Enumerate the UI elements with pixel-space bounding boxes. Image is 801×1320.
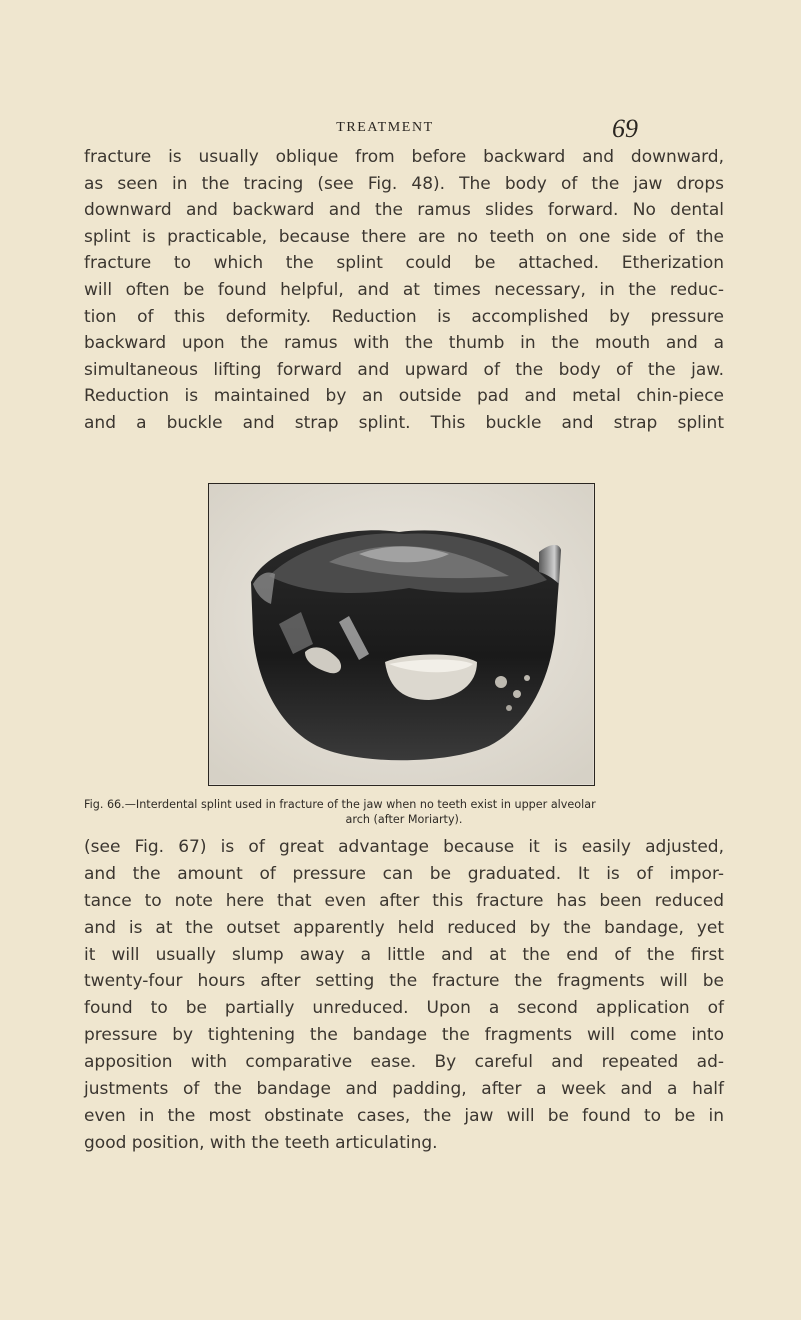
text-line: fracture to which the splint could be attached. Etherization xyxy=(84,253,724,274)
running-head: TREATMENT xyxy=(336,120,434,135)
text-line: twenty-four hours after setting the fracture the fragments will be xyxy=(84,971,724,992)
text-line: as seen in the tracing (see Fig. 48). The body of the jaw drops xyxy=(84,173,724,194)
text-line: and is at the outset apparently held reduced by the bandage, yet xyxy=(84,917,724,938)
text-line: will often be found helpful, and at times necessary, in the reduc- xyxy=(84,279,724,300)
text-line: tion of this deformity. Reduction is accomplished by pressure xyxy=(84,306,724,327)
text-line: tance to note here that even after this fracture has been reduced xyxy=(84,890,724,911)
text-line: backward upon the ramus with the thumb in the mouth and a xyxy=(84,333,724,354)
text-line: found to be partially unreduced. Upon a second application of xyxy=(84,998,724,1019)
paragraph-2 xyxy=(84,834,724,1157)
text-line: splint is practicable, because there are no teeth on one side of the xyxy=(84,226,724,247)
text-line: and the amount of pressure can be graduated. It is of impor- xyxy=(84,863,724,884)
text-line: pressure by tightening the bandage the fragments will come into xyxy=(84,1025,724,1046)
figure-frame xyxy=(208,483,595,786)
paragraph-1 xyxy=(84,144,724,437)
text-line: simultaneous lifting forward and upward of the body of the jaw. xyxy=(84,359,724,380)
caption-line: Fig. 66.—Interdental splint used in fracture of the jaw when no teeth exist in upper alveolar xyxy=(84,798,596,811)
figure-caption xyxy=(84,797,724,827)
text-line: fracture is usually oblique from before backward and downward, xyxy=(84,147,724,167)
text-line: justments of the bandage and padding, after a week and a half xyxy=(84,1079,724,1100)
text-line: (see Fig. 67) is of great advantage because it is easily adjusted, xyxy=(84,837,724,857)
text-line: it will usually slump away a little and at the end of the first xyxy=(84,944,724,965)
text-line: good position, with the teeth articulating. xyxy=(84,1132,438,1153)
interdental-splint-icon xyxy=(209,484,593,784)
text-line: downward and backward and the ramus slides forward. No dental xyxy=(84,200,724,221)
caption-line: arch (after Moriarty). xyxy=(345,813,463,826)
text-line: apposition with comparative ease. By careful and repeated ad- xyxy=(84,1052,724,1073)
text-line: and a buckle and strap splint. This buckle and strap splint xyxy=(84,412,724,433)
page-number: 69 xyxy=(612,114,638,143)
text-line: Reduction is maintained by an outside pad and metal chin-piece xyxy=(84,386,724,407)
text-line: even in the most obstinate cases, the jaw will be found to be in xyxy=(84,1105,724,1126)
